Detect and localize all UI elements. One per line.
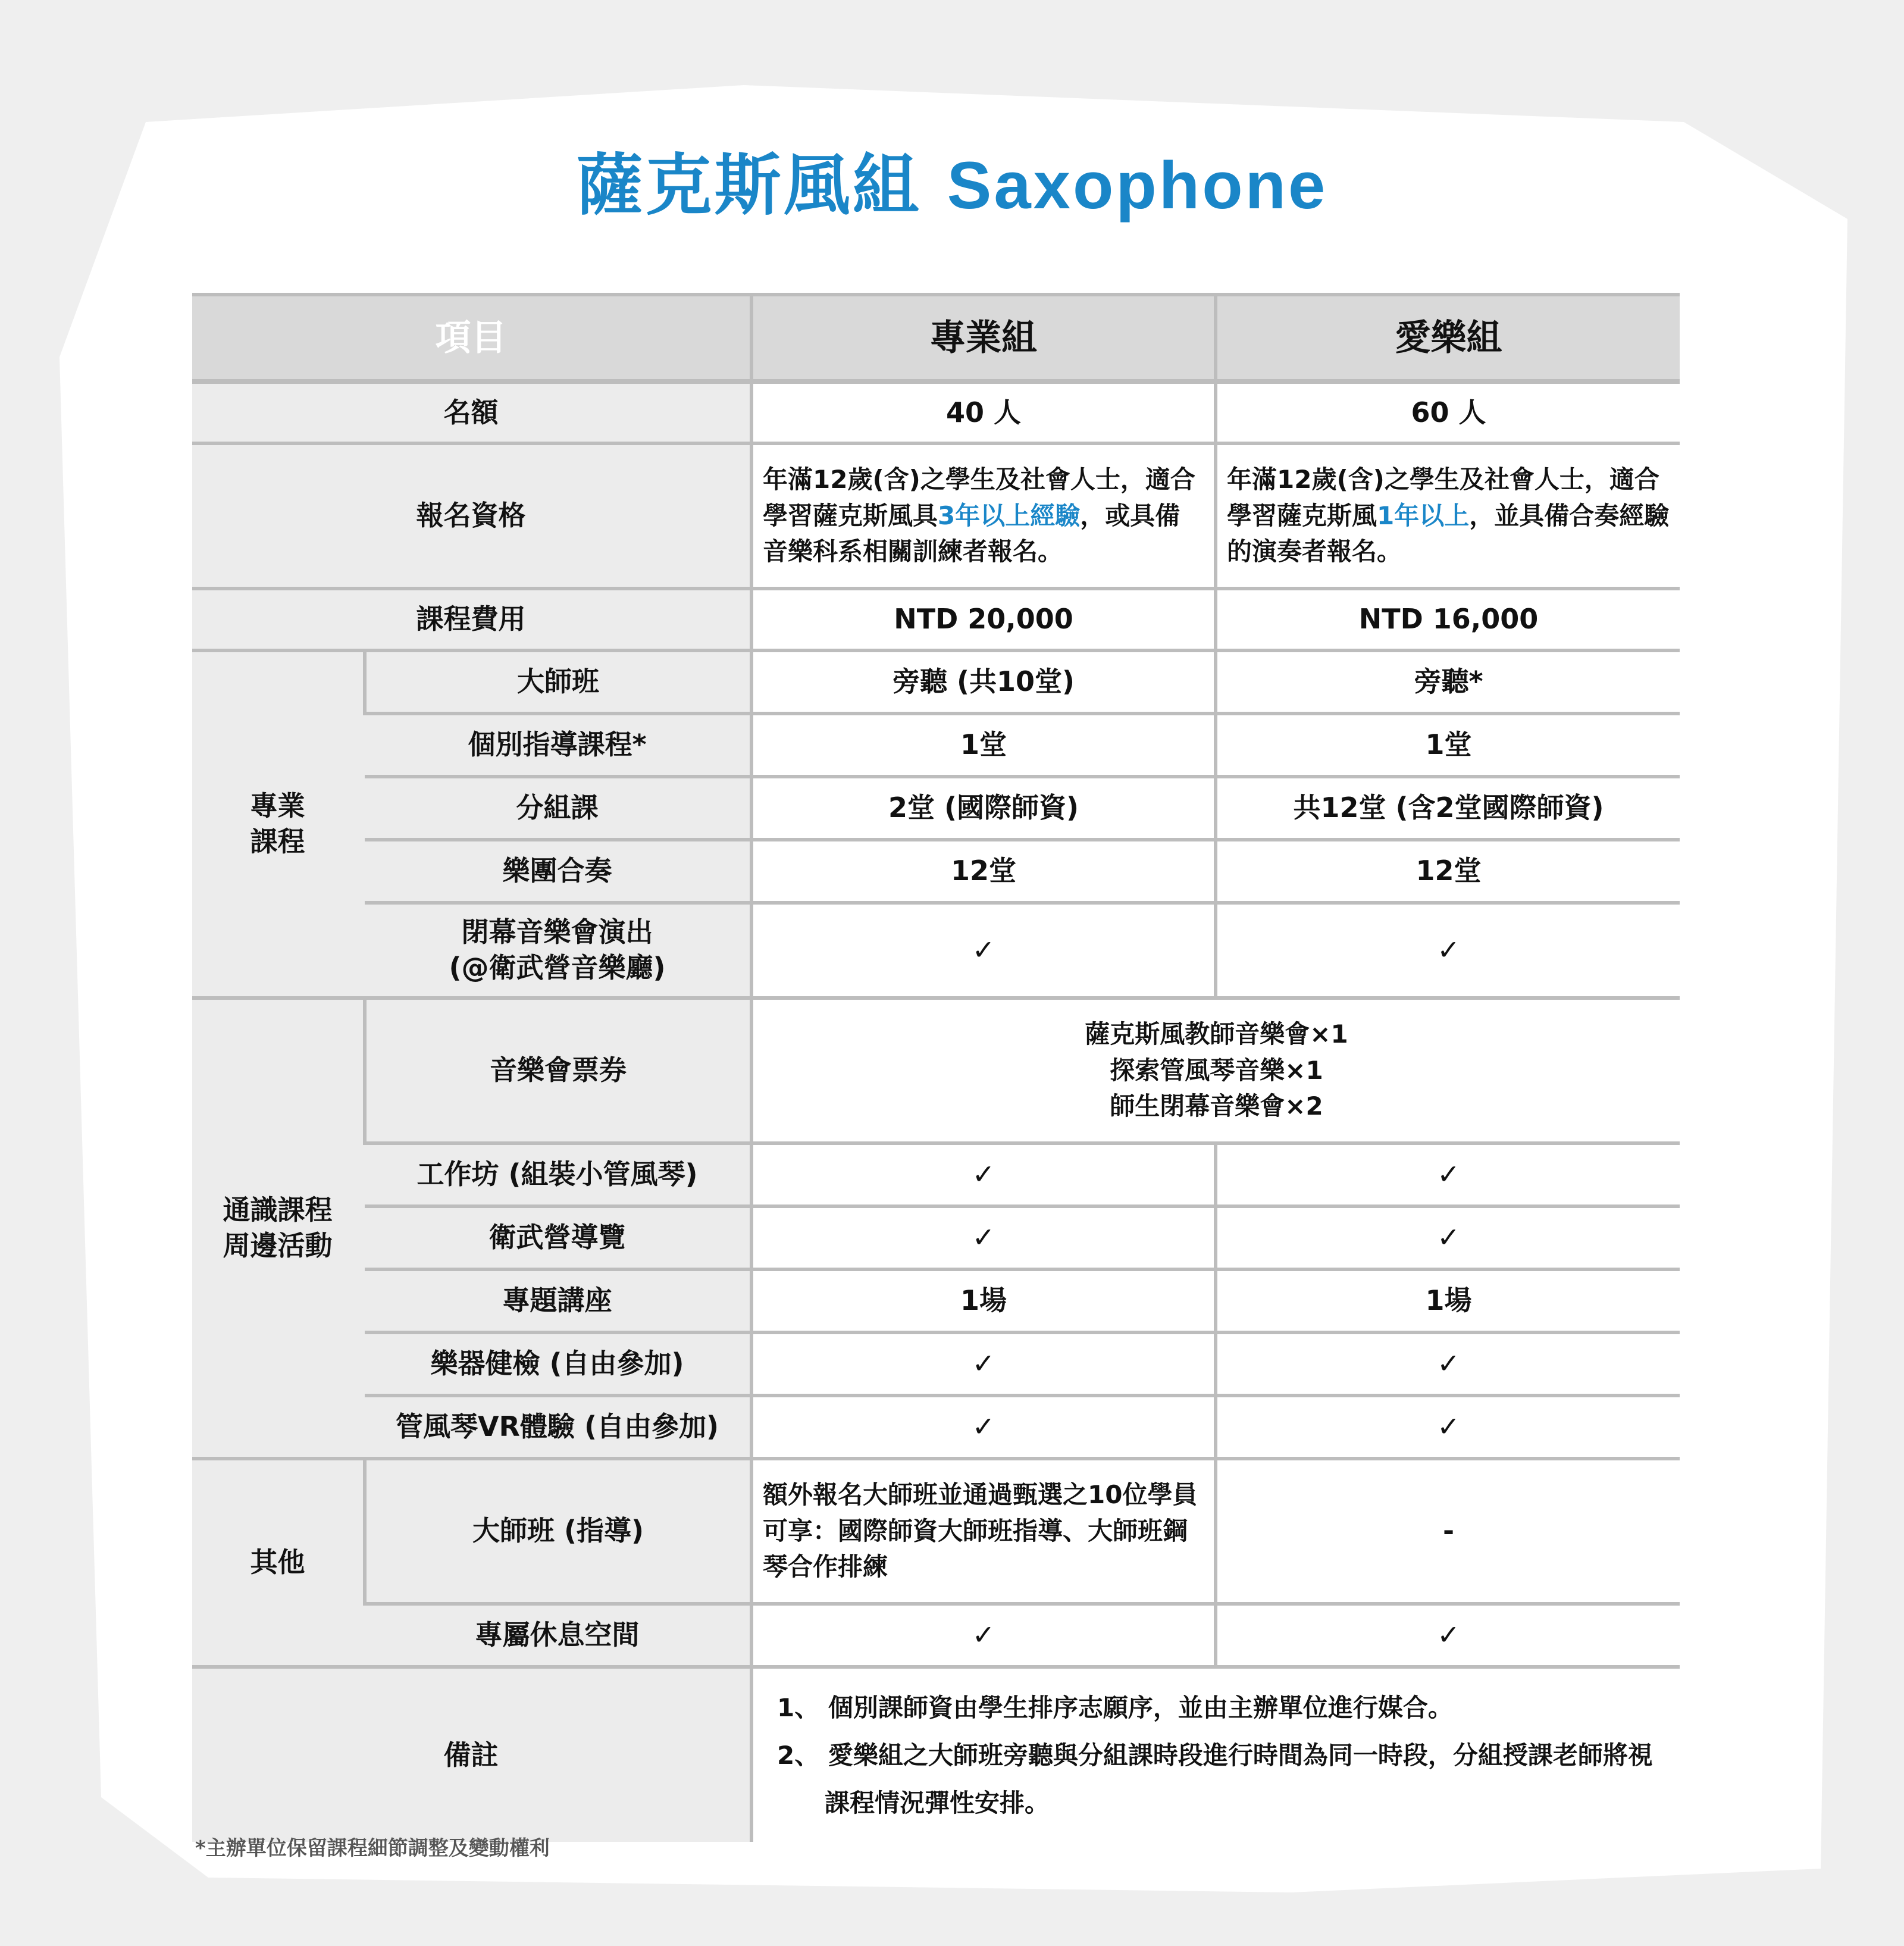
row-label-private: 個別指導課程* — [365, 714, 751, 777]
quota-pro: 40 人 — [751, 381, 1216, 443]
row-label-checkup: 樂器健檢 (自由參加) — [365, 1332, 751, 1396]
check-icon: ✓ — [751, 1143, 1216, 1206]
table-row — [192, 1269, 1680, 1332]
check-icon: ✓ — [1216, 1206, 1680, 1269]
table-row — [192, 903, 1680, 998]
check-icon: ✓ — [751, 903, 1216, 998]
fee-pro: NTD 20,000 — [751, 589, 1216, 650]
row-label-tour: 衛武營導覽 — [365, 1206, 751, 1269]
header-item: 項目 — [192, 295, 751, 381]
row-label-eligibility: 報名資格 — [192, 443, 751, 589]
title-english: Saxophone — [947, 148, 1328, 223]
course-table — [192, 293, 1680, 1842]
check-icon: ✓ — [1216, 1396, 1680, 1459]
table-row — [192, 1206, 1680, 1269]
table-row — [192, 840, 1680, 903]
sectional-amateur: 共12堂 (含2堂國際師資) — [1216, 777, 1680, 840]
check-icon: ✓ — [751, 1332, 1216, 1396]
table-row — [192, 589, 1680, 650]
fee-amateur: NTD 16,000 — [1216, 589, 1680, 650]
table-row — [192, 1604, 1680, 1667]
row-label-tickets: 音樂會票券 — [365, 998, 751, 1143]
row-label-concert — [365, 903, 751, 998]
private-amateur: 1堂 — [1216, 714, 1680, 777]
eligibility-amateur: 年滿12歲(含)之學生及社會人士，適合學習薩克斯風1年以上，並具備合奏經驗的演奏者報名。 — [1216, 443, 1680, 589]
row-label-ensemble: 樂團合奏 — [365, 840, 751, 903]
group-label-other: 其他 — [192, 1459, 365, 1667]
private-pro: 1堂 — [751, 714, 1216, 777]
check-icon: ✓ — [1216, 903, 1680, 998]
remark-item-2: 2、 愛樂組之大師班旁聽與分組課時段進行時間為同一時段，分組授課老師將視課程情況彈性安排。 — [777, 1740, 1653, 1817]
eligibility-pro: 年滿12歲(含)之學生及社會人士，適合學習薩克斯風具3年以上經驗，或具備音樂科系相關訓練者報名。 — [751, 443, 1216, 589]
table-row — [192, 998, 1680, 1143]
row-label-vr: 管風琴VR體驗 (自由參加) — [365, 1396, 751, 1459]
row-label-masterclass-guidance: 大師班 (指導) — [365, 1459, 751, 1604]
lecture-pro: 1場 — [751, 1269, 1216, 1332]
remark-item-1: 1、 個別課師資由學生排序志願序，並由主辦單位進行媒合。 — [777, 1693, 1453, 1722]
table-row — [192, 650, 1680, 714]
table-row — [192, 1667, 1680, 1842]
table-row — [192, 1396, 1680, 1459]
masterclass-guidance-pro: 額外報名大師班並通過甄選之10位學員可享：國際師資大師班指導、大師班鋼琴合作排練 — [751, 1459, 1216, 1604]
table-row — [192, 1459, 1680, 1604]
eligibility-amateur-highlight: 1年以上 — [1377, 500, 1470, 530]
ensemble-pro: 12堂 — [751, 840, 1216, 903]
ensemble-amateur: 12堂 — [1216, 840, 1680, 903]
row-label-remarks: 備註 — [192, 1667, 751, 1842]
check-icon: ✓ — [751, 1604, 1216, 1667]
footnote: *主辦單位保留課程細節調整及變動權利 — [195, 1837, 550, 1860]
table-row — [192, 714, 1680, 777]
sectional-pro: 2堂 (國際師資) — [751, 777, 1216, 840]
concert-label-line2: (@衛武營音樂廳) — [449, 952, 666, 984]
masterclass-amateur: 旁聽* — [1216, 650, 1680, 714]
row-label-quota: 名額 — [192, 381, 751, 443]
row-label-masterclass: 大師班 — [365, 650, 751, 714]
row-label-lecture: 專題講座 — [365, 1269, 751, 1332]
concert-label-line1: 閉幕音樂會演出 — [461, 916, 653, 949]
table-row — [192, 381, 1680, 443]
masterclass-pro: 旁聽 (共10堂) — [751, 650, 1216, 714]
page-title — [0, 146, 1904, 226]
row-label-workshop: 工作坊 (組裝小管風琴) — [365, 1143, 751, 1206]
title-chinese: 薩克斯風組 — [576, 147, 922, 224]
row-label-sectional: 分組課 — [365, 777, 751, 840]
table-row — [192, 1332, 1680, 1396]
check-icon: ✓ — [751, 1206, 1216, 1269]
group-label-general: 通識課程 周邊活動 — [192, 998, 365, 1459]
check-icon: ✓ — [751, 1396, 1216, 1459]
check-icon: ✓ — [1216, 1143, 1680, 1206]
header-pro: 專業組 — [751, 295, 1216, 381]
header-amateur: 愛樂組 — [1216, 295, 1680, 381]
group-label-professional: 專業 課程 — [192, 650, 365, 998]
tickets-value — [751, 998, 1680, 1143]
tickets-line2: 探索管風琴音樂×1 — [1110, 1055, 1323, 1085]
table-row — [192, 443, 1680, 589]
masterclass-guidance-amateur: - — [1216, 1459, 1680, 1604]
table-row — [192, 1143, 1680, 1206]
table-header-row — [192, 295, 1680, 381]
lecture-amateur: 1場 — [1216, 1269, 1680, 1332]
row-label-fee: 課程費用 — [192, 589, 751, 650]
quota-amateur: 60 人 — [1216, 381, 1680, 443]
eligibility-pro-highlight: 3年以上經驗 — [938, 500, 1081, 530]
table-row — [192, 777, 1680, 840]
row-label-lounge: 專屬休息空間 — [365, 1604, 751, 1667]
check-icon: ✓ — [1216, 1332, 1680, 1396]
tickets-line3: 師生閉幕音樂會×2 — [1110, 1091, 1323, 1121]
tickets-line1: 薩克斯風教師音樂會×1 — [1085, 1019, 1348, 1049]
check-icon: ✓ — [1216, 1604, 1680, 1667]
remarks-content — [751, 1667, 1680, 1842]
